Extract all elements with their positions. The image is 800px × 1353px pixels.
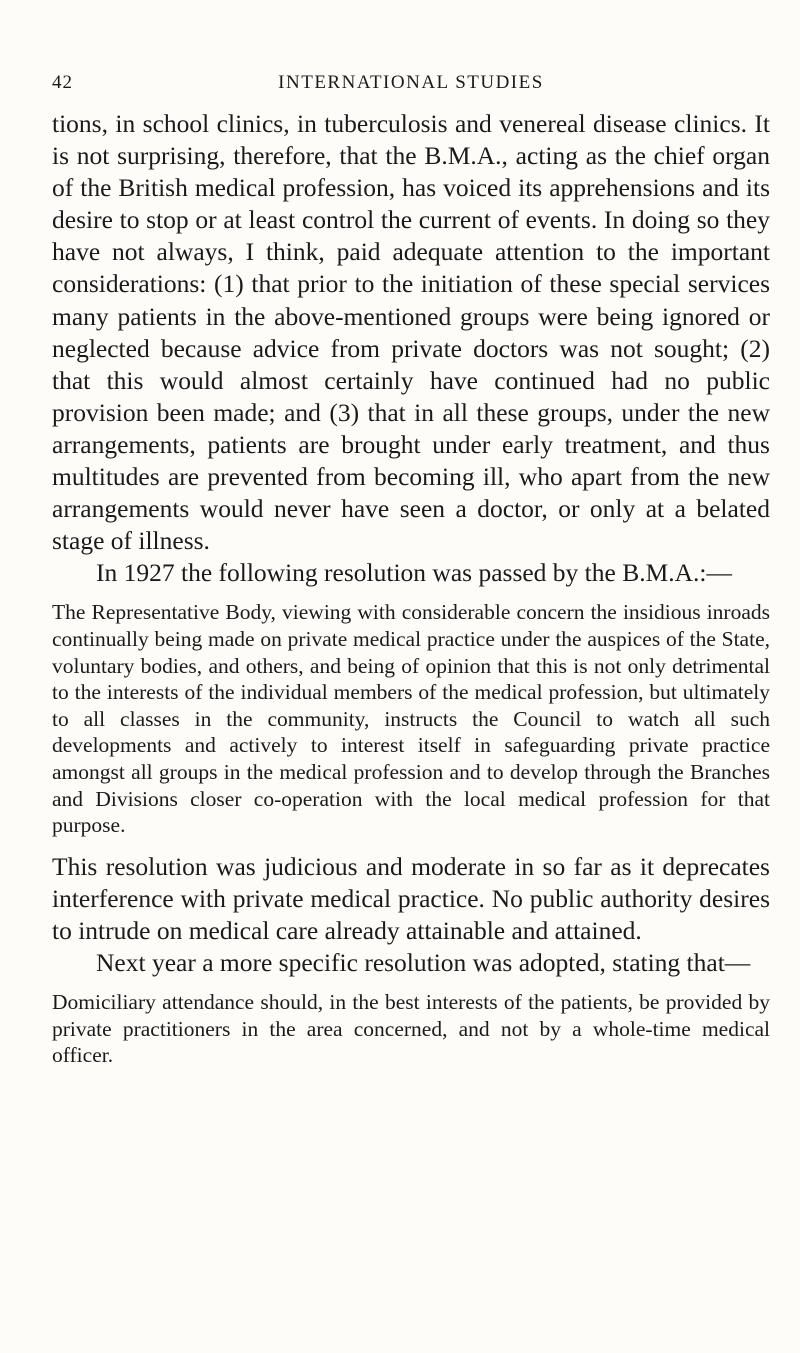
body-text [52,108,770,1081]
paragraph-next-year: Next year a more specific resolution was adopted, stating that— [96,948,751,978]
page-number: 42 [52,72,73,93]
block-quote-domiciliary: Domiciliary attendance should, in the best interests of the patients, be provided by private practitioners in the area concerned, and not by a whole-time medical officer. [52,990,770,1068]
running-header [52,72,770,100]
block-quote-resolution-1927: The Representative Body, viewing with considerable concern the insidious inroads continually being made on private medical practice under the auspices of the State, voluntary bodies, and others, and being of opinion that this is not only detrimental to the interests of the individual members of the medical profession, but ultimately to all classes in the community, instructs the Council to watch all such developments and actively to interest itself in safeguarding private practice amongst all groups in the medical profession and to develop through the Branches and Divisions closer co-operation with the local medical profession for that purpose. [52,600,770,838]
paragraph-judicious: This resolution was judicious and moderate in so far as it deprecates interference with private medical practice. No public authority desires to intrude on medical care already attainable and attained. [52,851,770,945]
paragraph-resolution-intro: In 1927 the following resolution was passed by the B.M.A.:— [96,558,733,588]
paragraph-continuation: tions, in school clinics, in tuberculosis and venereal disease clinics. It is not surprising, therefore, that the B.M.A., acting as the chief organ of the British medical profession, has voiced its apprehensions and its desire to stop or at least control the current of events. In doing so they have not always, I think, paid adequate attention to the important considerations: (1) that prior to the initiation of these special services many patients in the above-mentioned groups were being ignored or neglected because advice from private doctors was not sought; (2) that this would almost certainly have continued had no public provision been made; and (3) that in all these groups, under the new arrangements, patients are brought under early treatment, and thus multitudes are prevented from becoming ill, who apart from the new arrangements would never have seen a doctor, or only at a belated stage of illness. [52,109,770,556]
running-title: INTERNATIONAL STUDIES [278,72,544,93]
